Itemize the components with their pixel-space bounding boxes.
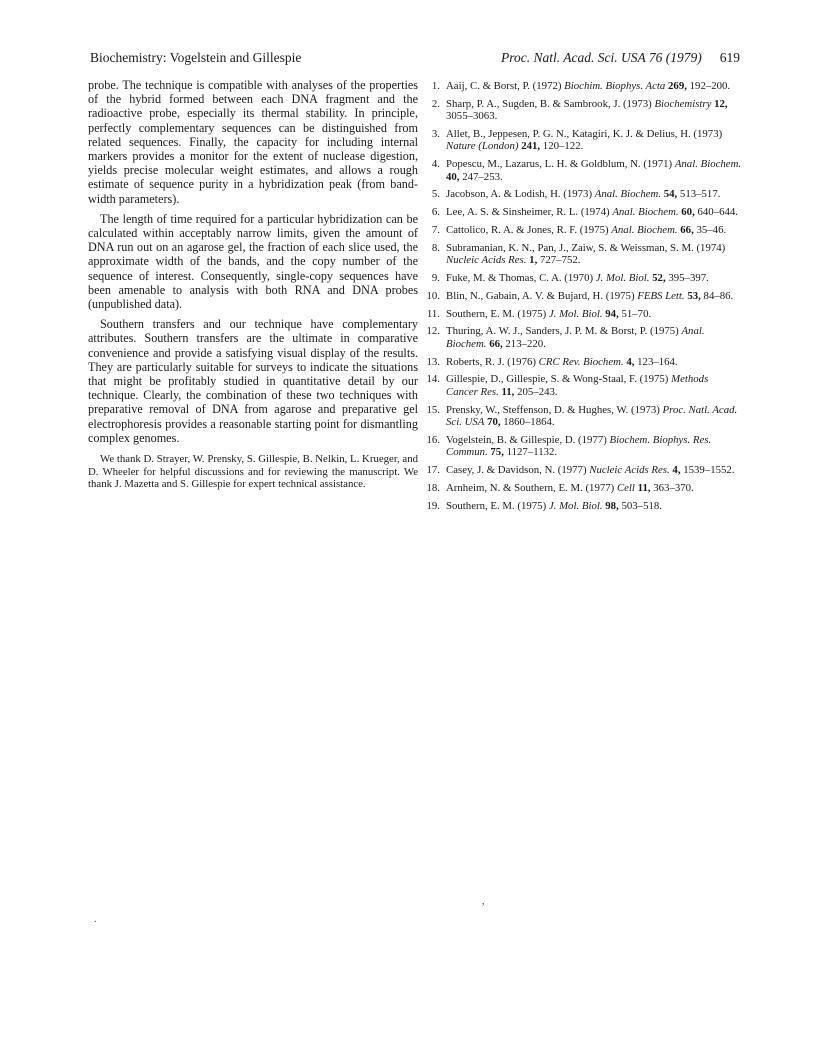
- reference-number: 8.: [431, 241, 440, 254]
- reference-volume: 11,: [637, 481, 651, 494]
- reference-journal: Cell: [616, 481, 635, 494]
- reference-journal: FEBS Lett.: [637, 289, 685, 302]
- reference-number: 3.: [431, 128, 440, 140]
- reference-pages: 363–370.: [653, 481, 694, 494]
- scan-speck: .: [94, 914, 97, 925]
- reference-journal: Biochem. Biophys. Res. Commun.: [446, 433, 712, 459]
- reference-journal: J. Mol. Biol.: [548, 499, 603, 512]
- reference-journal: Anal. Biochem.: [674, 158, 742, 171]
- reference-pages: 84–86.: [703, 289, 734, 302]
- reference-item: [426, 482, 742, 494]
- reference-item: [426, 404, 742, 429]
- reference-volume: 12,: [714, 97, 728, 110]
- reference-volume: 40,: [446, 170, 460, 183]
- reference-authors: Allet, B., Jeppesen, P. G. N., Katagiri, K. J. & Delius, H. (1973): [446, 128, 723, 140]
- body-paragraph: Southern transfers and our technique have complementary attributes. Southern transfers are the ultimate in comparative convenience and provide a satisfying visual display of the results. They are particularly suitable for surveys to indicate the situations that might be profitably studied in quantitative detail by our technique. Clearly, the combination of these two techniques with preparative removal of DNA from agarose and preparative gel electrophoresis provides a reasonable starting point for dismantling complex genomes.: [88, 317, 418, 445]
- reference-pages: 213–220.: [505, 337, 546, 350]
- reference-number: 9.: [431, 272, 440, 284]
- reference-journal: Nucleic Acids Res.: [589, 464, 670, 476]
- reference-journal: Anal. Biochem.: [612, 206, 679, 219]
- reference-authors: Vogelstein, B. & Gillespie, D. (1977): [446, 433, 610, 446]
- acknowledgment: We thank D. Strayer, W. Prensky, S. Gillespie, B. Nelkin, L. Krueger, and D. Wheeler for helpful discussions and for reviewing the manuscript. We thank J. Mazetta and S. Gillespie for expert technical assistance.: [88, 453, 418, 491]
- reference-authors: Fuke, M. & Thomas, C. A. (1970): [446, 272, 596, 284]
- reference-volume: 75,: [490, 446, 504, 459]
- reference-journal: Anal. Biochem.: [446, 325, 705, 350]
- reference-item: [426, 80, 742, 92]
- reference-number: 13.: [426, 355, 440, 368]
- reference-volume: 98,: [605, 499, 619, 512]
- reference-authors: Sharp, P. A., Sugden, B. & Sambrook, J. (1973): [446, 97, 655, 110]
- running-header-authors: Biochemistry: Vogelstein and Gillespie: [90, 50, 302, 65]
- reference-authors: Thuring, A. W. J., Sanders, J. P. M. & Borst, P. (1975): [446, 325, 682, 338]
- reference-authors: Arnheim, N. & Southern, E. M. (1977): [446, 481, 617, 494]
- reference-item: [426, 500, 742, 512]
- reference-authors: Roberts, R. J. (1976): [446, 355, 539, 368]
- reference-pages: 120–122.: [542, 140, 584, 153]
- reference-number: 16.: [426, 433, 440, 446]
- reference-pages: 513–517.: [679, 188, 721, 201]
- reference-volume: 53,: [687, 289, 701, 302]
- reference-number: 10.: [426, 289, 440, 302]
- reference-journal: Anal. Biochem.: [611, 224, 678, 236]
- reference-number: 11.: [426, 307, 440, 320]
- reference-authors: Prensky, W., Steffenson, D. & Hughes, W. (1973): [446, 403, 663, 416]
- reference-number: 6.: [431, 206, 440, 219]
- reference-item: [426, 325, 742, 350]
- reference-journal: Biochemistry: [654, 97, 712, 110]
- reference-journal: CRC Rev. Biochem.: [538, 355, 624, 368]
- reference-item: [426, 98, 742, 123]
- reference-item: [426, 434, 742, 459]
- reference-item: [426, 464, 742, 476]
- reference-authors: Southern, E. M. (1975): [446, 307, 549, 320]
- reference-number: 17.: [426, 464, 440, 476]
- reference-pages: 205–243.: [517, 385, 558, 398]
- reference-pages: 395–397.: [668, 272, 709, 284]
- reference-pages: 3055–3063.: [446, 110, 498, 123]
- reference-item: [426, 356, 742, 368]
- reference-pages: 503–518.: [621, 499, 662, 512]
- reference-authors: Blin, N., Gabain, A. V. & Bujard, H. (1975): [446, 289, 638, 302]
- reference-volume: 1,: [529, 254, 538, 267]
- reference-number: 14.: [426, 373, 440, 386]
- reference-pages: 35–46.: [696, 224, 727, 236]
- body-text-column: [88, 78, 418, 497]
- reference-volume: 4,: [626, 355, 635, 368]
- reference-number: 4.: [431, 158, 440, 171]
- reference-volume: 4,: [672, 464, 681, 476]
- reference-number: 19.: [426, 499, 440, 512]
- reference-volume: 269,: [668, 80, 687, 92]
- reference-journal: Nucleic Acids Res.: [446, 254, 527, 267]
- reference-volume: 60,: [681, 206, 695, 219]
- reference-pages: 247–253.: [462, 170, 503, 183]
- reference-item: [426, 373, 742, 398]
- reference-number: 2.: [431, 97, 440, 110]
- reference-number: 7.: [431, 224, 440, 236]
- journal-citation: Proc. Natl. Acad. Sci. USA 76 (1979): [501, 50, 702, 65]
- reference-journal: Methods Cancer Res.: [446, 373, 709, 398]
- reference-volume: 11,: [501, 385, 515, 398]
- reference-pages: 123–164.: [637, 355, 678, 368]
- reference-authors: Jacobson, A. & Lodish, H. (1973): [446, 188, 595, 201]
- reference-volume: 52,: [652, 272, 666, 284]
- reference-item: [426, 290, 742, 302]
- reference-item: [426, 188, 742, 200]
- reference-authors: Popescu, M., Lazarus, L. H. & Goldblum, N. (1971): [446, 158, 675, 171]
- reference-pages: 727–752.: [539, 254, 581, 267]
- reference-item: [426, 206, 742, 218]
- reference-volume: 70,: [487, 416, 501, 428]
- reference-authors: Gillespie, D., Gillespie, S. & Wong-Staal, F. (1975): [446, 373, 672, 386]
- reference-journal: Nature (London): [446, 140, 519, 153]
- reference-authors: Casey, J. & Davidson, N. (1977): [446, 464, 590, 476]
- running-header: [72, 50, 752, 70]
- reference-item: [426, 128, 742, 153]
- reference-number: 12.: [426, 325, 440, 338]
- running-header-journal: [501, 50, 740, 66]
- reference-number: 15.: [426, 403, 440, 416]
- reference-authors: Cattolico, R. A. & Jones, R. F. (1975): [446, 224, 612, 236]
- reference-authors: Subramanian, K. N., Pan, J., Zaiw, S. & Weissman, S. M. (1974): [446, 241, 726, 254]
- body-paragraph: The length of time required for a particular hybridization can be calculated within acceptably narrow limits, given the amount of DNA run out on an agarose gel, the fraction of each slice used, the approximate width of the bands, and the copy number of the sequence of interest. Consequently, single-copy sequences have been amenable to analysis with both RNA and DNA probes (unpublished data).: [88, 211, 418, 312]
- reference-pages: 51–70.: [621, 307, 652, 320]
- reference-pages: 1860–1864.: [503, 416, 555, 428]
- body-paragraph: probe. The technique is compatible with analyses of the properties of the hybrid formed between each DNA fragment and the radioactive probe, especially its thermal stability. In principle, perfectly complementary sequences can be distinguished from related sequences. Finally, the capacity for including internal markers provides a monitor for the extent of nuclease digestion, yields precise molecular weight estimates, and allows a rough estimate of sequence purity in a hybridization peak (from band-width parameters).: [88, 78, 418, 206]
- reference-authors: Aaij, C. & Borst, P. (1972): [446, 80, 565, 92]
- reference-number: 18.: [426, 481, 440, 494]
- scan-speck: ,: [482, 896, 485, 907]
- reference-list: [426, 80, 742, 517]
- reference-volume: 66,: [489, 337, 503, 350]
- reference-journal: Anal. Biochem.: [594, 188, 662, 201]
- reference-number: 1.: [431, 80, 440, 92]
- reference-journal: Biochim. Biophys. Acta: [564, 80, 666, 92]
- reference-volume: 94,: [605, 307, 619, 320]
- page-number: 619: [719, 50, 740, 65]
- reference-journal: J. Mol. Biol.: [548, 307, 603, 320]
- reference-pages: 1539–1552.: [683, 464, 735, 476]
- reference-volume: 66,: [680, 224, 694, 236]
- reference-item: [426, 242, 742, 267]
- reference-journal: J. Mol. Biol.: [595, 272, 650, 284]
- reference-pages: 192–200.: [689, 80, 731, 92]
- reference-journal: Proc. Natl. Acad. Sci. USA: [446, 403, 738, 428]
- reference-volume: 241,: [521, 140, 541, 153]
- reference-pages: 1127–1132.: [506, 446, 558, 459]
- reference-item: [426, 308, 742, 320]
- reference-authors: Southern, E. M. (1975): [446, 499, 549, 512]
- reference-pages: 640–644.: [697, 206, 738, 219]
- reference-volume: 54,: [663, 188, 678, 201]
- reference-item: [426, 224, 742, 236]
- reference-item: [426, 272, 742, 284]
- reference-item: [426, 158, 742, 183]
- reference-authors: Lee, A. S. & Sinsheimer, R. L. (1974): [446, 206, 613, 219]
- reference-number: 5.: [431, 188, 440, 201]
